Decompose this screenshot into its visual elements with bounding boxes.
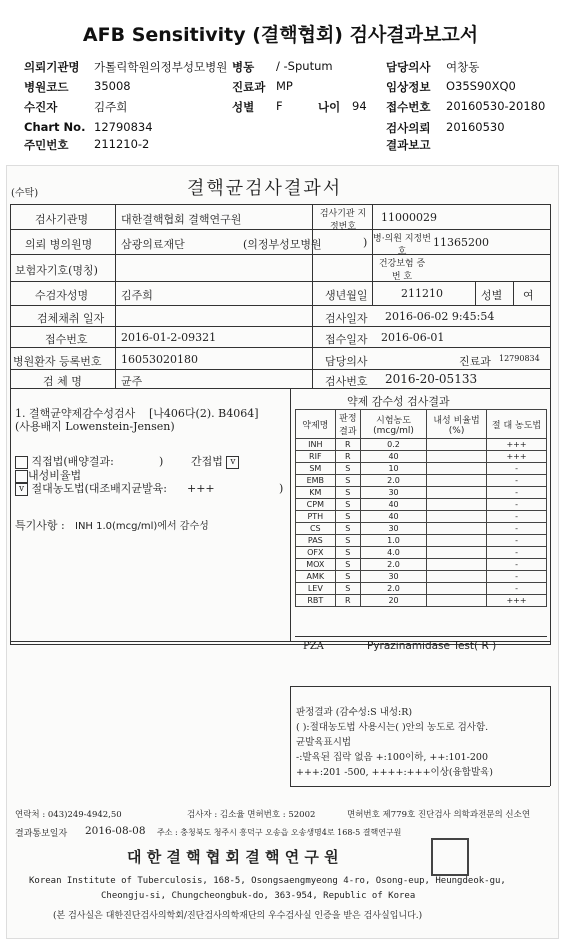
footer-note: (본 검사실은 대한진단검사의학회/진단검사의학재단의 우수검사실 인증을 받은 검사실입니다.)	[53, 911, 423, 921]
sens-cell: PAS	[296, 535, 336, 547]
label-rrn: 주민번호	[24, 138, 69, 152]
value-ward: / -Sputum	[276, 59, 333, 73]
sex-label: 성별	[481, 289, 503, 302]
sens-cell: S	[335, 499, 360, 511]
value-receipt: 20160530-20180	[446, 99, 546, 113]
sens-cell: R	[335, 439, 360, 451]
form-number: (수탁)	[11, 188, 39, 199]
sens-cell: +++	[487, 451, 547, 463]
sens-cell: -	[487, 487, 547, 499]
report-date-label: 결과통보일자	[15, 829, 68, 839]
test-no: 2016-20-05133	[385, 372, 478, 386]
sens-cell: 2.0	[361, 559, 427, 571]
label-chart: Chart No.	[24, 120, 86, 134]
report-title: 결핵균검사결과서	[187, 178, 343, 199]
sens-cell: S	[335, 511, 360, 523]
table-row	[296, 559, 547, 571]
table-row	[296, 487, 547, 499]
specimen: 균주	[121, 375, 143, 388]
table-row	[296, 451, 547, 463]
pza-result: Pyrazinamidase Test( R )	[367, 640, 497, 652]
sens-title: 약제 감수성 검사결과	[347, 395, 450, 408]
sens-header-3: 내성 비율법(%)	[427, 410, 487, 439]
report-date: 2016-08-08	[85, 825, 146, 837]
special-note: INH 1.0(mcg/ml)에서 감수성	[75, 521, 209, 532]
sens-cell: 40	[361, 499, 427, 511]
sens-cell: 40	[361, 511, 427, 523]
examiner: 검사자 : 김소율 면허번호 : 52002	[187, 810, 316, 820]
sens-cell: -	[487, 559, 547, 571]
dept-value: 12790834	[499, 354, 540, 363]
label-requester: 의뢰기관명	[24, 60, 80, 74]
sens-cell: -	[487, 535, 547, 547]
sens-header-1: 판정 결과	[335, 410, 360, 439]
sens-cell: 1.0	[361, 535, 427, 547]
sens-cell	[427, 487, 487, 499]
table-row	[296, 511, 547, 523]
sens-cell: 30	[361, 523, 427, 535]
sens-cell: S	[335, 535, 360, 547]
sens-cell	[427, 595, 487, 607]
sens-cell	[427, 559, 487, 571]
sens-cell: 30	[361, 487, 427, 499]
table-row	[296, 475, 547, 487]
sens-cell: S	[335, 487, 360, 499]
value-requester: 가톨릭학원의정부성모병원	[94, 60, 228, 74]
sens-cell	[427, 475, 487, 487]
sens-cell: S	[335, 463, 360, 475]
sens-cell: MOX	[296, 559, 336, 571]
direct-method: 직접법(배양결과:	[15, 453, 114, 469]
value-request-date: 20160530	[446, 120, 505, 134]
sens-cell: S	[335, 571, 360, 583]
sens-cell: SM	[296, 463, 336, 475]
label-clinical: 임상정보	[386, 80, 431, 94]
req-code: 11365200	[433, 236, 489, 249]
sens-cell: +++	[487, 595, 547, 607]
note-1: 판정결과 (감수성:S 내성:R)	[296, 707, 413, 718]
page-title: AFB Sensitivity (결핵협회) 검사결과보고서	[82, 24, 479, 46]
sens-cell: CPM	[296, 499, 336, 511]
sens-cell: INH	[296, 439, 336, 451]
sens-cell: 10	[361, 463, 427, 475]
table-row	[296, 499, 547, 511]
scanned-report	[6, 165, 559, 939]
test-no-label: 검사번호	[325, 375, 368, 388]
dob: 211210	[401, 287, 443, 300]
method-code: [나406다(2). B4064]	[149, 407, 259, 420]
sens-cell	[427, 523, 487, 535]
note-5: +++:201 -500, ++++:+++이상(융합발육)	[296, 767, 494, 778]
org-english-1: Korean Institute of Tuberculosis, 168-5, Osongsaengmyeong 4-ro, Osong-eup, Heungdeok-gu,	[29, 876, 506, 886]
pza-label: PZA	[303, 641, 324, 652]
sens-cell: RIF	[296, 451, 336, 463]
patient-name: 김주희	[121, 289, 153, 302]
sens-cell: +++	[487, 439, 547, 451]
sens-cell: 20	[361, 595, 427, 607]
req-code-label: 병·의원 지정번호	[373, 234, 431, 257]
label-ward: 병동	[232, 60, 255, 74]
sens-cell: RBT	[296, 595, 336, 607]
org-english-2: Cheongju-si, Chungcheongbuk-do, 363-954, Republic of Korea	[101, 891, 416, 901]
table-row	[296, 535, 547, 547]
dept-label: 진료과	[459, 355, 491, 368]
value-doctor: 여창동	[446, 60, 480, 74]
org-korean: 대 한 결 핵 협 회 결 핵 연 구 원	[127, 848, 339, 866]
req-hospital: 삼광의료재단	[121, 238, 185, 251]
insurance-code-label: 건강보험 증 번 호	[378, 259, 426, 282]
sens-cell	[427, 535, 487, 547]
address: 주소 : 충청북도 청주시 흥덕구 오송읍 오송생명4로 168-5 결핵연구원	[157, 828, 402, 837]
abs-value: +++	[187, 482, 215, 495]
sens-cell: AMK	[296, 571, 336, 583]
sens-cell: PTH	[296, 511, 336, 523]
sens-cell: 0.2	[361, 439, 427, 451]
sens-cell: S	[335, 523, 360, 535]
sens-cell: 40	[361, 451, 427, 463]
sens-cell: 2.0	[361, 475, 427, 487]
sens-cell: -	[487, 547, 547, 559]
recv-date: 2016-06-01	[381, 331, 445, 344]
value-age: 94	[352, 99, 367, 113]
sens-cell: R	[335, 595, 360, 607]
sens-cell: 30	[361, 571, 427, 583]
sens-cell: S	[335, 583, 360, 595]
label-doctor: 담당의사	[386, 60, 431, 74]
indirect-checkbox: v	[226, 456, 239, 469]
sens-cell: -	[487, 523, 547, 535]
indirect-method: 간접법 v	[191, 453, 239, 469]
name-label: 수검자성명	[35, 289, 89, 302]
sens-cell: 2.0	[361, 583, 427, 595]
value-dept: MP	[276, 79, 293, 93]
req-paren: )	[363, 236, 368, 249]
method-title: 1. 결핵균약제감수성검사	[15, 407, 136, 420]
table-row	[296, 463, 547, 475]
sens-cell: OFX	[296, 547, 336, 559]
note-2: ( ):절대농도법 사용시는( )안의 농도로 검사함.	[296, 722, 489, 733]
label-sex: 성별	[232, 100, 255, 114]
special-label: 특기사항 :	[15, 519, 65, 532]
value-chart: 12790834	[94, 120, 153, 134]
abs-paren: )	[279, 482, 284, 495]
abs-method: v 절대농도법(대조배지균발육:	[15, 480, 167, 496]
req-hospital-branch: (의정부성모병원	[243, 238, 322, 251]
label-request-date: 검사의뢰	[386, 121, 431, 135]
sens-header-2: 시험농도 (mcg/ml)	[361, 410, 427, 439]
lab-code-label: 검사기관 지정번호	[319, 209, 367, 232]
note-4: -:발육된 집락 없음 +:100이하, ++:101-200	[296, 752, 488, 763]
sens-cell: -	[487, 475, 547, 487]
label-hospital-code: 병원코드	[24, 80, 69, 94]
lab-label: 검사기관명	[35, 213, 89, 226]
sens-cell	[427, 571, 487, 583]
value-patient: 김주희	[94, 100, 128, 114]
hosp-reg-label: 병원환자 등록번호	[13, 355, 102, 368]
sens-cell: 4.0	[361, 547, 427, 559]
resist-method: 내성비율법	[15, 467, 81, 483]
sens-cell: -	[487, 499, 547, 511]
value-rrn: 211210-2	[94, 137, 150, 151]
sens-cell: EMB	[296, 475, 336, 487]
sens-header-0: 약제명	[296, 410, 336, 439]
sens-cell	[427, 439, 487, 451]
test-date: 2016-06-02 9:45:54	[385, 310, 495, 323]
sens-cell	[427, 463, 487, 475]
direct-paren: )	[159, 455, 164, 468]
contact: 연락처 : 043)249-4942,50	[15, 810, 122, 820]
sens-cell: -	[487, 511, 547, 523]
medium: (사용배지 Lowenstein-Jensen)	[15, 420, 175, 433]
label-report: 결과보고	[386, 138, 431, 152]
specimen-label: 검 체 명	[43, 375, 82, 388]
label-dept: 진료과	[232, 80, 266, 94]
note-3: 균발육표시법	[296, 737, 352, 748]
sens-cell: S	[335, 559, 360, 571]
table-row	[296, 571, 547, 583]
sensitivity-table	[295, 409, 547, 607]
sens-cell: S	[335, 547, 360, 559]
sens-cell: S	[335, 475, 360, 487]
value-clinical: O35S90XQ0	[446, 79, 516, 93]
table-row	[296, 439, 547, 451]
hosp-reg: 16053020180	[121, 353, 198, 366]
sens-cell	[427, 499, 487, 511]
sens-cell: -	[487, 463, 547, 475]
value-sex: F	[276, 99, 283, 113]
official-seal	[431, 838, 469, 876]
label-receipt: 접수번호	[386, 100, 431, 114]
sens-cell: KM	[296, 487, 336, 499]
director: 면허번호 제779호 진단검사 의학과전문의 신소연	[347, 810, 531, 820]
sex-value: 여	[523, 289, 534, 302]
sens-cell: R	[335, 451, 360, 463]
sens-header-4: 절 대 농도법	[487, 410, 547, 439]
recv-date-label: 접수일자	[325, 333, 368, 346]
sens-cell: -	[487, 583, 547, 595]
recv-no: 2016-01-2-09321	[121, 331, 217, 344]
table-row	[296, 595, 547, 607]
doctor-label: 담당의사	[325, 355, 368, 368]
test-date-label: 검사일자	[325, 312, 368, 325]
label-age: 나이	[318, 100, 341, 114]
insurance-label: 보험자기호(명칭)	[15, 264, 98, 277]
sens-cell: -	[487, 571, 547, 583]
req-label: 의뢰 병의원명	[25, 238, 93, 251]
lab-name: 대한결핵협회 결핵연구원	[121, 213, 242, 226]
sens-cell: LEV	[296, 583, 336, 595]
label-patient: 수진자	[24, 100, 58, 114]
sens-cell	[427, 451, 487, 463]
table-row	[296, 583, 547, 595]
collect-label: 검체채취 일자	[37, 312, 105, 325]
sens-cell	[427, 547, 487, 559]
value-hospital-code: 35008	[94, 79, 131, 93]
sens-cell	[427, 511, 487, 523]
table-row	[296, 547, 547, 559]
sens-cell: CS	[296, 523, 336, 535]
abs-checkbox: v	[15, 483, 28, 496]
sens-cell	[427, 583, 487, 595]
dob-label: 생년월일	[325, 289, 368, 302]
table-row	[296, 523, 547, 535]
recv-label: 접수번호	[45, 333, 88, 346]
lab-code: 11000029	[381, 211, 437, 224]
